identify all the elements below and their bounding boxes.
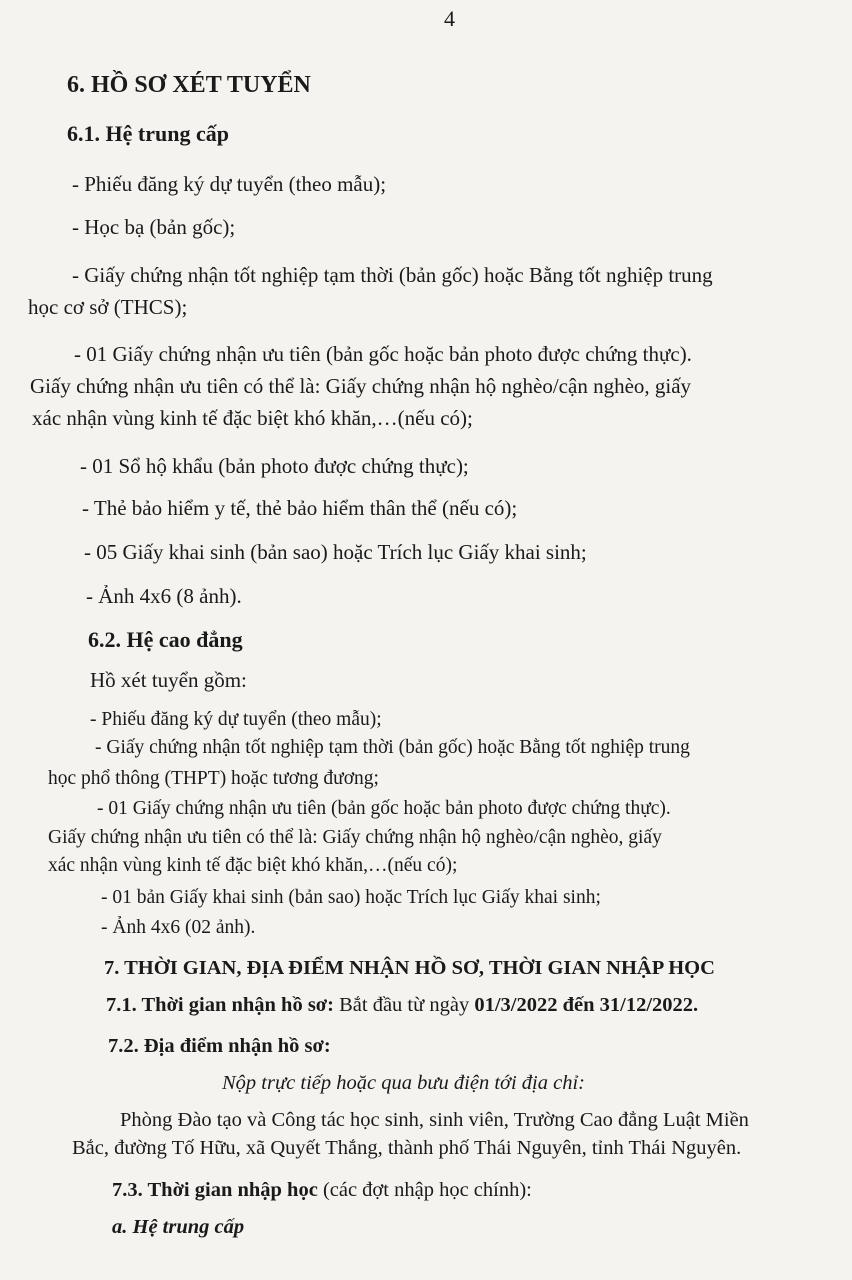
- list-item-continued: học phổ thông (THPT) hoặc tương đương;: [48, 768, 379, 789]
- list-item: - 01 Giấy chứng nhận ưu tiên (bản gốc hoặc bản photo được chứng thực).: [74, 342, 692, 366]
- address-line: Phòng Đào tạo và Công tác học sinh, sinh viên, Trường Cao đẳng Luật Miền: [120, 1109, 749, 1131]
- section-7-1-label: 7.1. Thời gian nhận hồ sơ:: [106, 994, 334, 1016]
- delivery-note: Nộp trực tiếp hoặc qua bưu điện tới địa chỉ:: [222, 1072, 585, 1094]
- list-item-continued: Giấy chứng nhận ưu tiên có thể là: Giấy chứng nhận hộ nghèo/cận nghèo, giấy: [30, 374, 692, 398]
- section-7-1-to: đến: [557, 994, 600, 1016]
- section-6-heading: 6. HỒ SƠ XÉT TUYỂN: [67, 72, 311, 98]
- section-7-heading: 7. THỜI GIAN, ĐỊA ĐIỂM NHẬN HỒ SƠ, THỜI GIAN NHẬP HỌC: [104, 957, 715, 979]
- list-item: - Ảnh 4x6 (02 ảnh).: [101, 917, 256, 938]
- list-item-continued: Giấy chứng nhận ưu tiên có thể là: Giấy chứng nhận hộ nghèo/cận nghèo, giấy: [48, 827, 662, 848]
- list-item: - Phiếu đăng ký dự tuyển (theo mẫu);: [90, 709, 382, 730]
- section-7-2-heading: 7.2. Địa điểm nhận hồ sơ:: [108, 1035, 331, 1057]
- list-item-continued: xác nhận vùng kinh tế đặc biệt khó khăn,…(nếu có);: [48, 855, 458, 876]
- section-6-1-heading: 6.1. Hệ trung cấp: [67, 121, 229, 146]
- section-7-3-a-heading: a. Hệ trung cấp: [112, 1216, 245, 1238]
- list-item: - Giấy chứng nhận tốt nghiệp tạm thời (bản gốc) hoặc Bằng tốt nghiệp trung: [95, 737, 690, 758]
- list-item: - 01 Sổ hộ khẩu (bản photo được chứng thực);: [80, 454, 469, 478]
- list-item-continued: xác nhận vùng kinh tế đặc biệt khó khăn,…(nếu có);: [32, 406, 473, 430]
- end-date: 31/12/2022.: [599, 994, 699, 1016]
- list-item: - 01 bản Giấy khai sinh (bản sao) hoặc Trích lục Giấy khai sinh;: [101, 887, 601, 908]
- list-item: - Phiếu đăng ký dự tuyển (theo mẫu);: [72, 172, 387, 196]
- start-date: 01/3/2022: [474, 994, 558, 1016]
- section-6-2-intro: Hồ xét tuyển gồm:: [90, 668, 247, 692]
- section-6-2-heading: 6.2. Hệ cao đẳng: [88, 627, 243, 652]
- section-7-1-text: Bắt đầu từ ngày: [333, 994, 475, 1016]
- address-line: Bắc, đường Tố Hữu, xã Quyết Thắng, thành phố Thái Nguyên, tỉnh Thái Nguyên.: [72, 1137, 742, 1159]
- list-item: - 05 Giấy khai sinh (bản sao) hoặc Trích lục Giấy khai sinh;: [84, 540, 587, 564]
- list-item: - 01 Giấy chứng nhận ưu tiên (bản gốc hoặc bản photo được chứng thực).: [97, 798, 671, 819]
- section-7-3-line: [112, 1177, 532, 1203]
- section-7-3-label: 7.3. Thời gian nhập học: [112, 1179, 318, 1201]
- page-number: 4: [444, 6, 455, 31]
- list-item: - Ảnh 4x6 (8 ảnh).: [86, 584, 242, 608]
- section-7-3-text: (các đợt nhập học chính):: [317, 1179, 532, 1201]
- list-item: - Giấy chứng nhận tốt nghiệp tạm thời (bản gốc) hoặc Bằng tốt nghiệp trung: [72, 263, 713, 287]
- section-7-1-line: [106, 992, 698, 1018]
- list-item: - Thẻ bảo hiểm y tế, thẻ bảo hiểm thân thể (nếu có);: [82, 496, 518, 520]
- list-item: - Học bạ (bản gốc);: [72, 215, 236, 239]
- list-item-continued: học cơ sở (THCS);: [28, 295, 188, 319]
